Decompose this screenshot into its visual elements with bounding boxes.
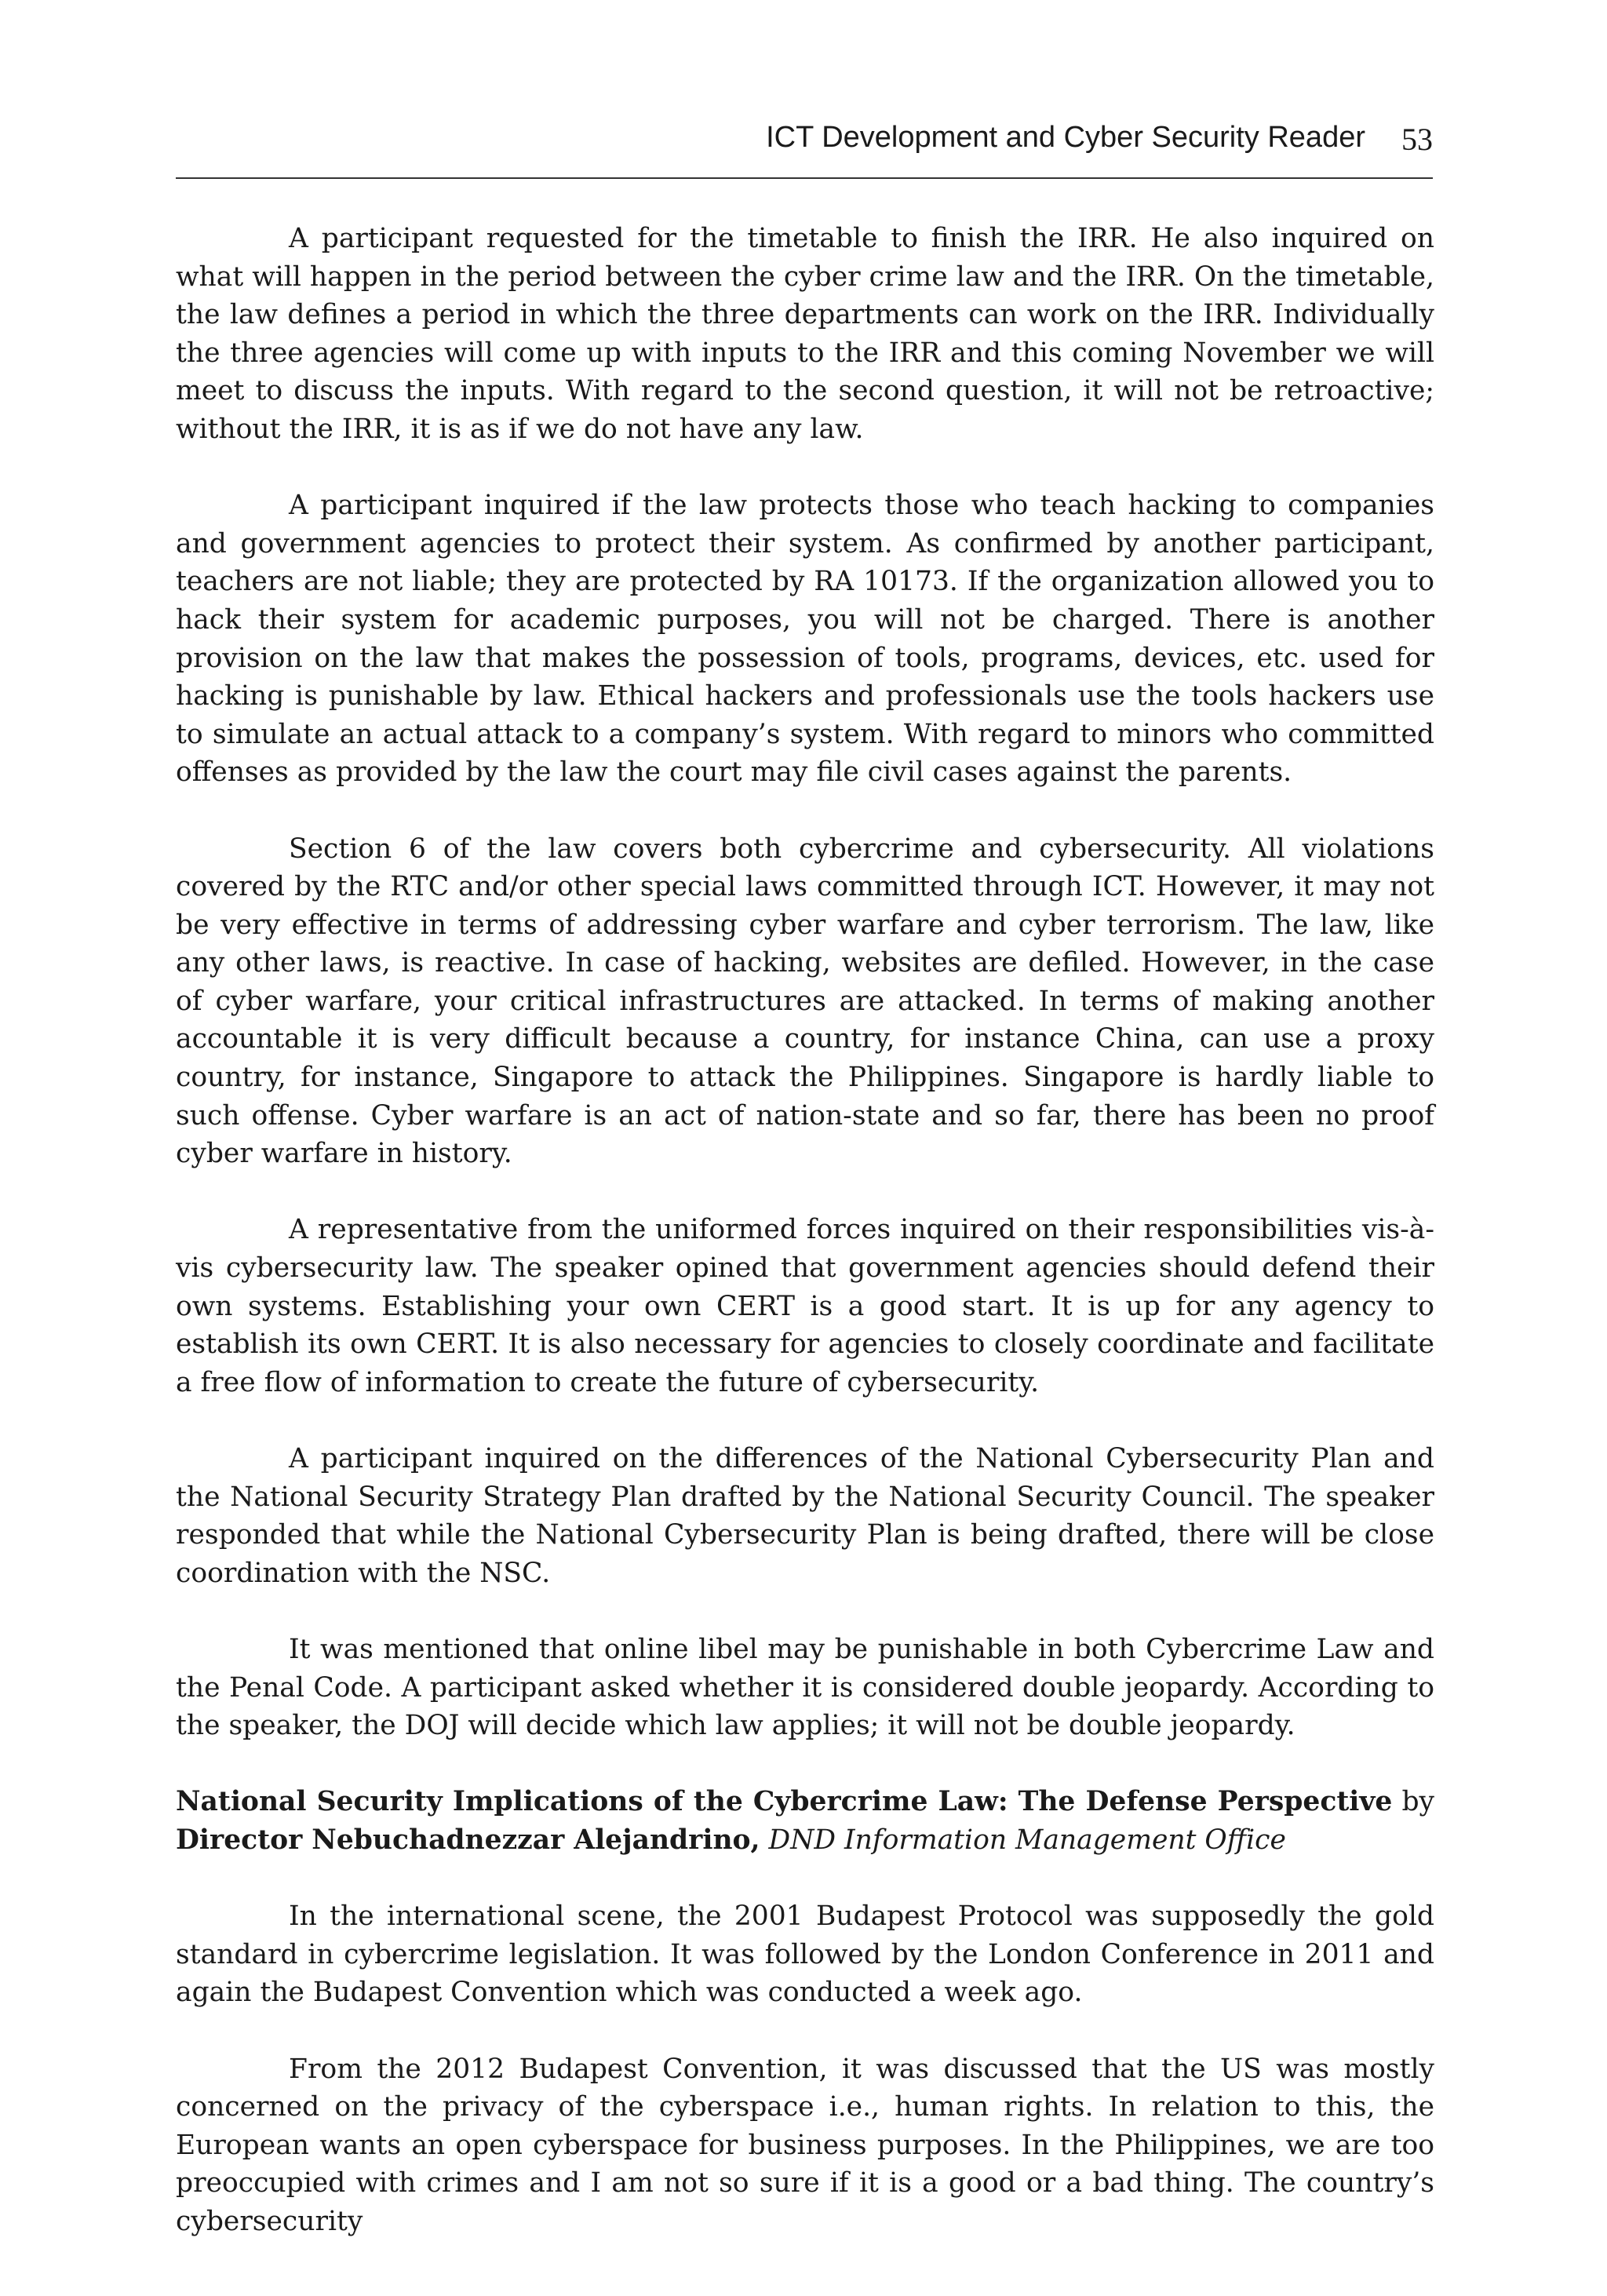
section-affiliation: DND Information Management Office: [768, 1824, 1286, 1856]
paragraph-hacking-teachers: A participant inquired if the law protects those who teach hacking to companies and government agencies to protect their system. As confirmed by another participant, teachers are not liable; they are protected by RA 10173. If the organization allowed you to hack their system for academic purposes, you will not be charged. There is another provision on the law that makes the possession of tools, programs, devices, etc. used for hacking is punishable by law. Ethical hackers and professionals use the tools hackers use to simulate an actual attack to a company’s system. With regard to minors who committed offenses as provided by the law the court may file civil cases against the parents.: [176, 490, 1434, 789]
section-by: by: [1401, 1786, 1435, 1818]
section-title: National Security Implications of the Cybercrime Law: The Defense Perspective: [176, 1786, 1393, 1818]
paragraph-budapest-convention: From the 2012 Budapest Convention, it was discussed that the US was mostly concerned on the privacy of the cyberspace i.e., human rights. In relation to this, the European wants an open cyberspace for business purposes. In the Philippines, we are too preoccupied with crimes and I am not so sure if it is a good or a bad thing. The country’s cybersecurity: [176, 2053, 1434, 2237]
section-speaker: Director Nebuchadnezzar Alejandrino,: [176, 1824, 760, 1856]
paragraph-section-6: Section 6 of the law covers both cybercrime and cybersecurity. All violations covered by the RTC and/or other special laws committed through ICT. However, it may not be very effective in terms of addressing cyber warfare and cyber terrorism. The law, like any other laws, is reactive. In case of hacking, websites are defiled. However, in the case of cyber warfare, your critical infrastructures are attacked. In terms of making another accountable it is very difficult because a country, for instance China, can use a proxy country, for instance, Singapore to attack the Philippines. Singapore is hardly liable to such offense. Cyber warfare is an act of nation-state and so far, there has been no proof cyber warfare in history.: [176, 833, 1434, 1170]
page-body: [176, 220, 1434, 2279]
paragraph-cybersecurity-plan: A participant inquired on the differences of the National Cybersecurity Plan and the National Security Strategy Plan drafted by the National Security Council. The speaker responded that while the National Cybersecurity Plan is being drafted, there will be close coordination with the NSC.: [176, 1443, 1434, 1589]
page-number: 53: [1401, 122, 1433, 157]
running-header: [176, 108, 1433, 179]
paragraph-irr-timetable: A participant requested for the timetable to finish the IRR. He also inquired on what will happen in the period between the cyber crime law and the IRR. On the timetable, the law defines a period in which the three departments can work on the IRR. Individually the three agencies will come up with inputs to the IRR and this coming November we will meet to discuss the inputs. With regard to the second question, it will not be retroactive; without the IRR, it is as if we do not have any law.: [176, 223, 1434, 445]
paragraph-uniformed-forces: A representative from the uniformed forces inquired on their responsibilities vis-à-vis cybersecurity law. The speaker opined that government agencies should defend their own systems. Establishing your own CERT is a good start. It is up for any agency to establish its own CERT. It is also necessary for agencies to closely coordinate and facilitate a free flow of information to create the future of cybersecurity.: [176, 1214, 1434, 1398]
section-heading: [176, 1783, 1434, 1859]
header-title: ICT Development and Cyber Security Reader: [766, 121, 1365, 154]
paragraph-international-scene: In the international scene, the 2001 Budapest Protocol was supposedly the gold standard in cybercrime legislation. It was followed by the London Conference in 2011 and again the Budapest Convention which was conducted a week ago.: [176, 1901, 1434, 2009]
paragraph-online-libel: It was mentioned that online libel may be punishable in both Cybercrime Law and the Penal Code. A participant asked whether it is considered double jeopardy. According to the speaker, the DOJ will decide which law applies; it will not be double jeopardy.: [176, 1633, 1434, 1742]
